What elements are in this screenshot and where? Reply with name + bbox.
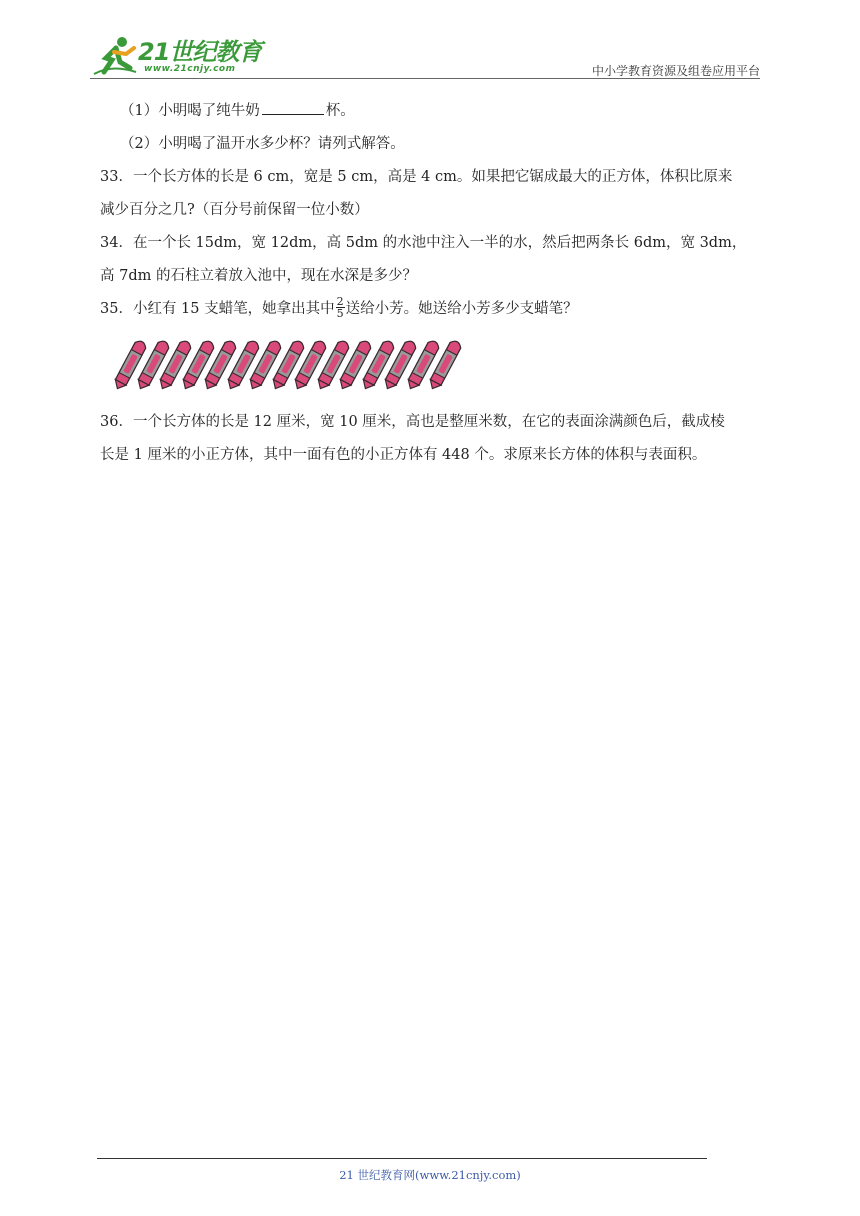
header-platform-text: 中小学教育资源及组卷应用平台 (591, 64, 760, 78)
question-33-line-2: 减少百分之几?（百分号前保留一位小数） (100, 202, 369, 218)
runner-logo-icon (92, 34, 138, 78)
footer-site-link[interactable]: 21 世纪教育网(www.21cnjy.com) (339, 1168, 521, 1182)
question-content (100, 95, 760, 472)
q35-suffix: 送给小芳。她送给小芳多少支蜡笔？ (345, 301, 578, 317)
site-logo (92, 34, 262, 78)
footer-divider (97, 1158, 707, 1159)
question-34-line-1: 34．在一个长 15dm，宽 12dm，高 5dm 的水池中注入一半的水，然后把两条长 6dm，宽 3dm， (100, 235, 747, 251)
question-33-line-1: 33．一个长方体的长是 6 cm，宽是 5 cm，高是 4 cm。如果把它锯成最大的正方体，体积比原来 (100, 169, 733, 185)
q35-prefix: 35．小红有 15 支蜡笔，她拿出其中 (100, 301, 335, 317)
fraction (336, 296, 345, 319)
question-32-sub-2: （2）小明喝了温开水多少杯？请列式解答。 (120, 136, 405, 152)
answer-blank[interactable] (262, 100, 324, 115)
question-32-sub-1 (100, 95, 760, 128)
logo-url: www.21cnjy.com (144, 64, 236, 74)
page-header (0, 0, 860, 80)
header-divider (90, 78, 760, 79)
q32-sub1-suffix: 杯。 (325, 103, 355, 119)
fraction-numerator: 2 (336, 294, 344, 308)
fraction-denominator: 5 (336, 306, 344, 320)
crayons-illustration (122, 329, 760, 399)
question-35 (100, 293, 760, 326)
question-34-line-2: 高 7dm 的石柱立着放入池中，现在水深是多少？ (100, 268, 417, 284)
logo-title: 21世纪教育 (138, 38, 262, 66)
question-36-line-1: 36．一个长方体的长是 12 厘米，宽 10 厘米，高也是整厘米数，在它的表面涂满颜色后，截成棱 (100, 414, 725, 430)
q32-sub1-prefix: （1）小明喝了纯牛奶 (120, 103, 260, 119)
question-36-line-2: 长是 1 厘米的小正方体，其中一面有色的小正方体有 448 个。求原来长方体的体积与表面积。 (100, 447, 707, 463)
